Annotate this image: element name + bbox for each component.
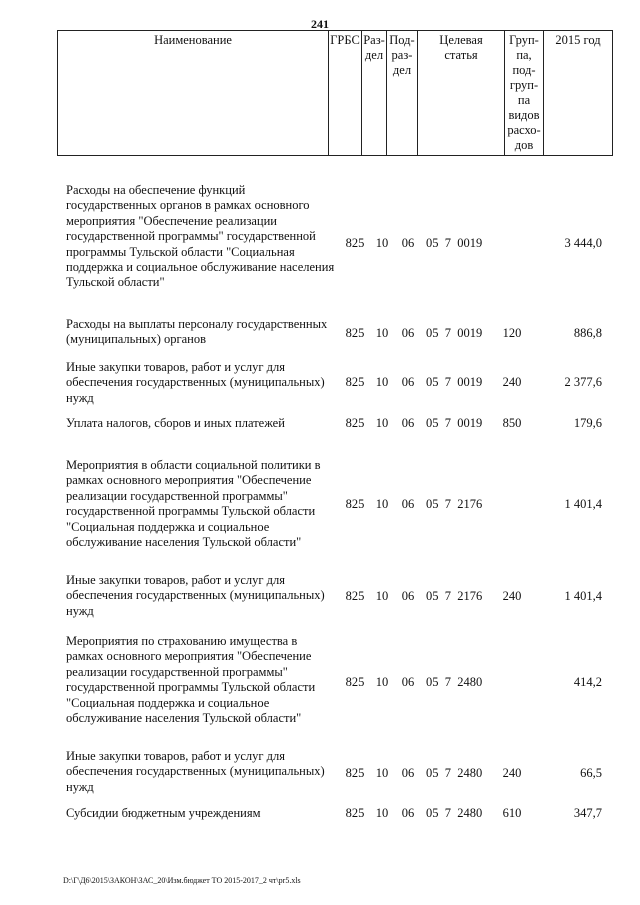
row-celevaya: 05 7 2176 [426, 589, 483, 603]
row-razdel: 10 [375, 416, 389, 430]
row-celevaya: 05 7 0019 [426, 416, 483, 430]
row-podrazdel: 06 [401, 675, 415, 689]
row-vid: 240 [502, 589, 522, 603]
page-number: 241 [311, 17, 329, 31]
row-vid: 850 [502, 416, 522, 430]
row-vid: 120 [502, 326, 522, 340]
row-razdel: 10 [375, 675, 389, 689]
row-vid: 240 [502, 766, 522, 780]
row-grbs: 825 [345, 806, 365, 820]
row-razdel: 10 [375, 806, 389, 820]
row-grbs: 825 [345, 675, 365, 689]
row-vid: 610 [502, 806, 522, 820]
row-name: Иные закупки товаров, работ и услуг для обеспечения государственных (муниципальных) нужд [66, 573, 325, 618]
row-celevaya: 05 7 0019 [426, 236, 483, 250]
row-sum: 347,7 [573, 806, 602, 820]
row-podrazdel: 06 [401, 326, 415, 340]
row-grbs: 825 [345, 326, 365, 340]
row-name: Мероприятия по страхованию имущества в рамках основного мероприятия "Обеспечение реализации государственной программы" государственной программы Тульской области "Социальная поддержка и социальное обслуживание населения Тульской области" [66, 634, 316, 726]
row-celevaya: 05 7 2176 [426, 497, 483, 511]
row-grbs: 825 [345, 589, 365, 603]
row-grbs: 825 [345, 766, 365, 780]
row-razdel: 10 [375, 375, 389, 389]
row-sum: 414,2 [573, 675, 602, 689]
row-name: Расходы на обеспечение функций государственных органов в рамках основного мероприятия "Обеспечение реализации государственной программы" государственной программы Тульской области "Социальная поддержка и социальное обслуживание населения Тульской области" [66, 183, 335, 290]
row-name: Расходы на выплаты персоналу государственных (муниципальных) органов [66, 317, 328, 347]
header-razdel: Раз- дел [362, 31, 387, 156]
row-celevaya: 05 7 0019 [426, 375, 483, 389]
row-podrazdel: 06 [401, 497, 415, 511]
row-name: Мероприятия в области социальной политики в рамках основного мероприятия "Обеспечение реализации государственной программы" государственной программы Тульской области "Социальная поддержка и социальное обслуживание населения Тульской области" [66, 458, 321, 550]
row-razdel: 10 [375, 497, 389, 511]
row-name: Субсидии бюджетным учреждениям [66, 806, 261, 820]
row-grbs: 825 [345, 236, 365, 250]
row-razdel: 10 [375, 589, 389, 603]
row-sum: 66,5 [580, 766, 602, 780]
row-razdel: 10 [375, 766, 389, 780]
row-podrazdel: 06 [401, 806, 415, 820]
header-vid: Груп- па, под- груп- па видов расхо- дов [505, 31, 544, 156]
row-podrazdel: 06 [401, 416, 415, 430]
row-name: Уплата налогов, сборов и иных платежей [66, 416, 285, 430]
row-grbs: 825 [345, 375, 365, 389]
row-grbs: 825 [345, 497, 365, 511]
row-sum: 2 377,6 [564, 375, 602, 389]
row-name: Иные закупки товаров, работ и услуг для обеспечения государственных (муниципальных) нужд [66, 360, 325, 405]
row-sum: 1 401,4 [564, 497, 602, 511]
row-sum: 179,6 [573, 416, 602, 430]
row-celevaya: 05 7 2480 [426, 675, 483, 689]
row-name: Иные закупки товаров, работ и услуг для обеспечения государственных (муниципальных) нужд [66, 749, 325, 794]
row-podrazdel: 06 [401, 375, 415, 389]
row-podrazdel: 06 [401, 766, 415, 780]
file-path-footer: D:\Г\Д6\2015\ЗАКОН\ЗАС_20\Изм.бюджет ТО 2015-2017_2 чт\pr5.xls [63, 876, 301, 885]
row-sum: 886,8 [573, 326, 602, 340]
header-year: 2015 год [544, 31, 613, 156]
row-celevaya: 05 7 2480 [426, 806, 483, 820]
row-celevaya: 05 7 0019 [426, 326, 483, 340]
row-podrazdel: 06 [401, 589, 415, 603]
row-sum: 3 444,0 [564, 236, 602, 250]
header-celevaya: Целевая статья [418, 31, 505, 156]
row-grbs: 825 [345, 416, 365, 430]
row-celevaya: 05 7 2480 [426, 766, 483, 780]
row-podrazdel: 06 [401, 236, 415, 250]
row-sum: 1 401,4 [564, 589, 602, 603]
table-header [57, 30, 613, 156]
row-razdel: 10 [375, 326, 389, 340]
row-razdel: 10 [375, 236, 389, 250]
row-vid: 240 [502, 375, 522, 389]
header-podrazdel: Под- раз- дел [387, 31, 418, 156]
header-grbs: ГРБС [329, 31, 362, 156]
header-name: Наименование [58, 31, 329, 156]
